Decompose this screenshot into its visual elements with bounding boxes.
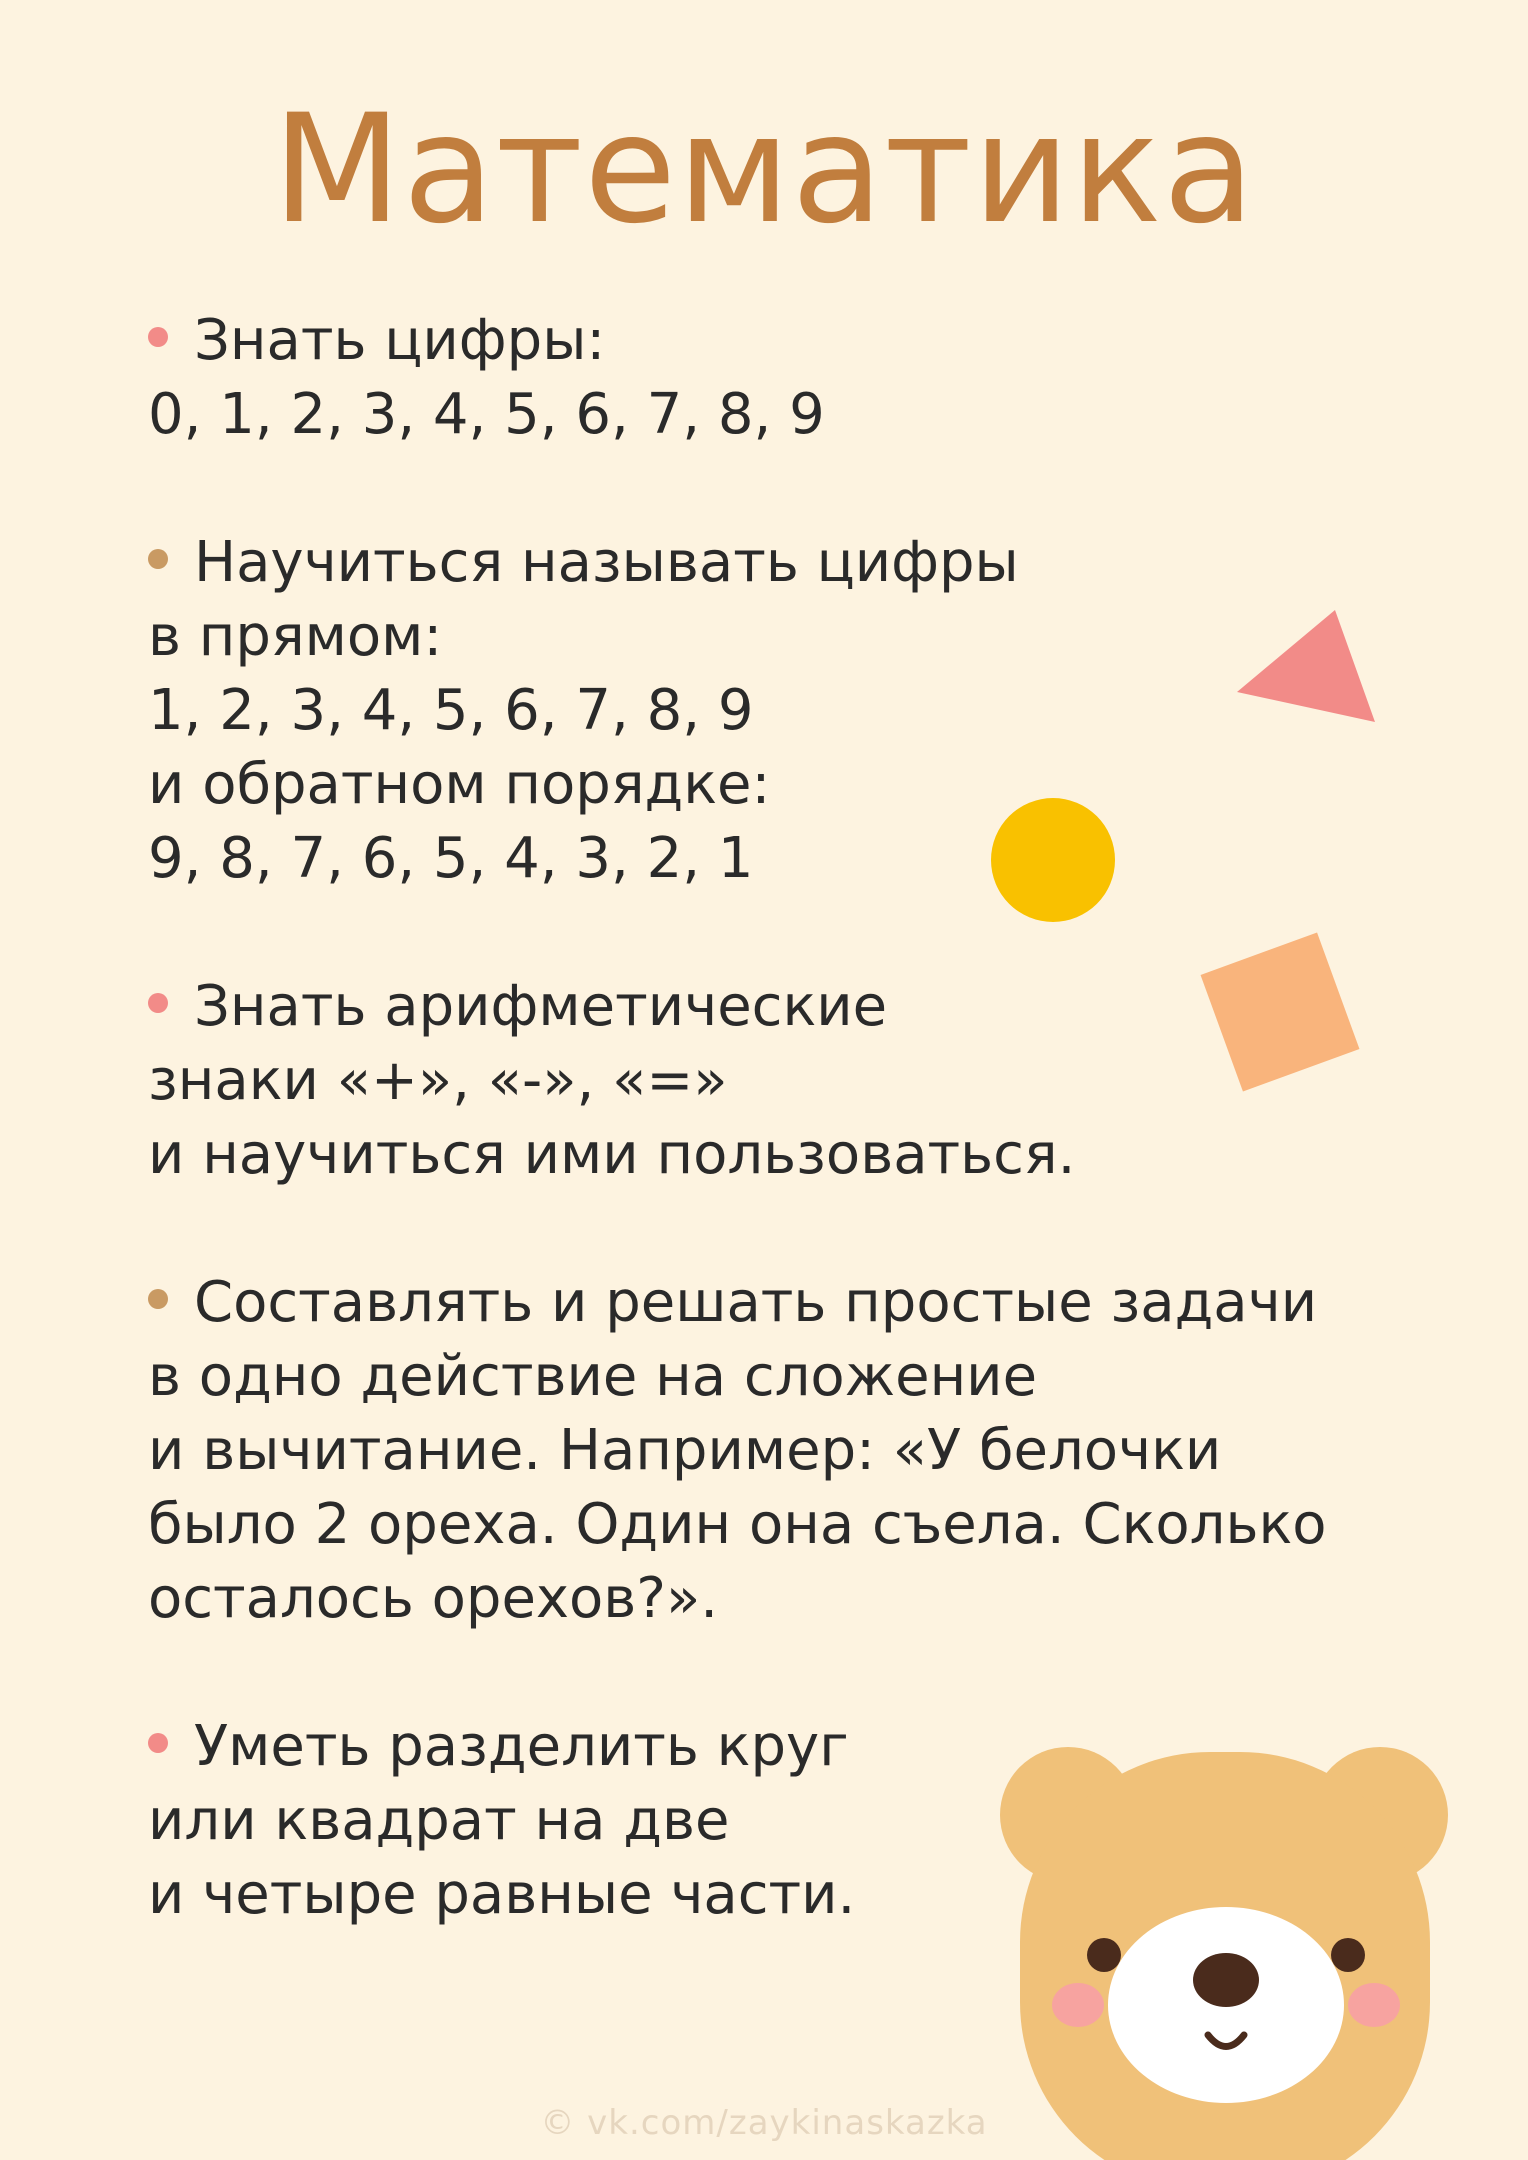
requirement-text: и вычитание. Например: «У белочки xyxy=(148,1418,1222,1483)
requirement-text: Знать цифры: xyxy=(194,308,606,373)
circle-shape xyxy=(991,798,1115,922)
requirement-text: и четыре равные части. xyxy=(148,1862,856,1927)
requirement-text: 9, 8, 7, 6, 5, 4, 3, 2, 1 xyxy=(148,826,754,891)
requirement-text: 1, 2, 3, 4, 5, 6, 7, 8, 9 xyxy=(148,678,754,743)
requirement-text: Знать арифметические xyxy=(194,974,888,1039)
requirement-text: Уметь разделить круг xyxy=(194,1714,849,1779)
requirement-text: Научиться называть цифры xyxy=(194,530,1019,595)
requirement-text: или квадрат на две xyxy=(148,1788,730,1853)
requirement-text: 0, 1, 2, 3, 4, 5, 6, 7, 8, 9 xyxy=(148,382,825,447)
requirement-text: в прямом: xyxy=(148,604,443,669)
requirement-text: и обратном порядке: xyxy=(148,752,771,817)
watermark: © vk.com/zaykinaskazka xyxy=(540,2103,988,2143)
requirement-text: в одно действие на сложение xyxy=(148,1344,1038,1409)
requirement-text: Составлять и решать простые задачи xyxy=(194,1270,1318,1335)
requirement-text: осталось орехов?». xyxy=(148,1566,719,1631)
bear-cheek-right xyxy=(1348,1983,1400,2027)
bear-illustration xyxy=(1000,1747,1448,2160)
square-shape xyxy=(1201,933,1360,1092)
bear-eye-right xyxy=(1331,1938,1365,1972)
bear-eye-left xyxy=(1087,1938,1121,1972)
bear-cheek-left xyxy=(1052,1983,1104,2027)
bear-nose xyxy=(1193,1953,1259,2007)
requirement-text: знаки «+», «-», «=» xyxy=(148,1048,728,1113)
requirement-text: было 2 ореха. Один она съела. Сколько xyxy=(148,1492,1327,1557)
requirement-text: и научиться ими пользоваться. xyxy=(148,1122,1076,1187)
page-title: Математика xyxy=(272,83,1256,257)
triangle-shape xyxy=(1237,610,1375,722)
